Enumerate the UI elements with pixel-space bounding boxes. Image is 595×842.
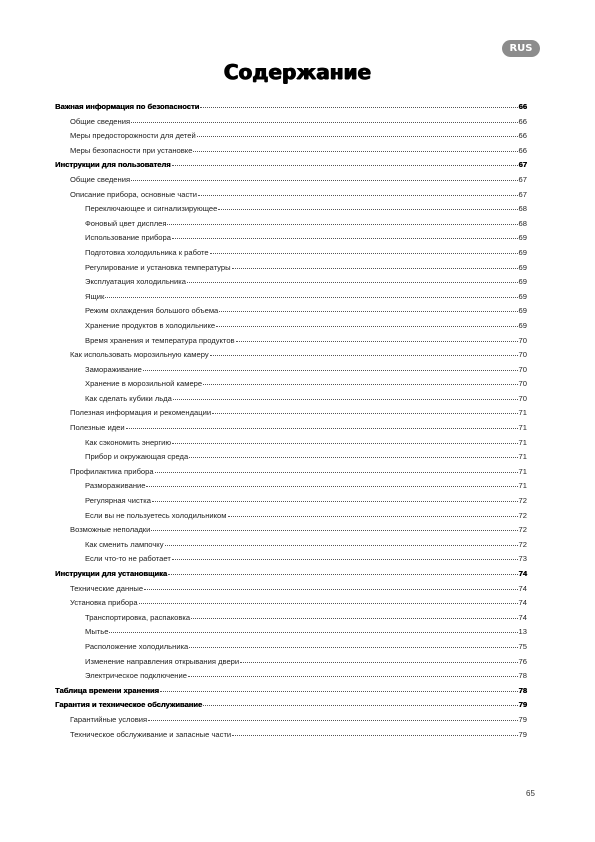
- toc-entry: [55, 231, 527, 246]
- toc-entry: [55, 552, 527, 567]
- toc-entry-page: 79: [518, 714, 527, 724]
- dot-leader: [126, 428, 518, 429]
- toc-entry-page: 79: [518, 700, 527, 710]
- toc-entry: [55, 684, 527, 699]
- dot-leader: [172, 165, 518, 166]
- toc-entry: [55, 217, 527, 232]
- dot-leader: [172, 443, 517, 444]
- toc-entry: [55, 421, 527, 436]
- dot-leader: [187, 282, 518, 283]
- toc-entry-page: 79: [518, 729, 527, 739]
- toc-entry-title: Профилактика прибора: [70, 466, 154, 476]
- toc-entry-title: Расположение холодильника: [85, 641, 189, 651]
- dot-leader: [198, 195, 518, 196]
- toc-entry-page: 66: [518, 102, 527, 111]
- toc-entry-page: 66: [518, 116, 527, 126]
- toc-entry-title: Регулирование и установка температуры: [85, 262, 231, 272]
- toc-entry-title: Как сэкономить энергию: [85, 437, 172, 447]
- toc-entry-page: 71: [518, 481, 527, 491]
- toc-entry-title: Таблица времени хранения: [55, 685, 159, 695]
- toc-entry-page: 74: [518, 583, 527, 593]
- dot-leader: [146, 486, 517, 487]
- toc-entry-title: Гарантия и техническое обслуживание: [55, 700, 203, 710]
- dot-leader: [189, 647, 517, 648]
- toc-entry-page: 68: [518, 204, 527, 214]
- toc-entry-title: Как сменить лампочку: [85, 539, 164, 549]
- toc-entry: [55, 188, 527, 203]
- dot-leader: [232, 268, 518, 269]
- toc-entry-page: 73: [518, 554, 527, 564]
- toc-entry-title: Эксплуатация холодильника: [85, 277, 186, 287]
- toc-entry-title: Электрическое подключение: [85, 671, 187, 681]
- toc-entry: [55, 202, 527, 217]
- dot-leader: [109, 632, 517, 633]
- toc-entry: [55, 246, 527, 261]
- toc-entry: [55, 479, 527, 494]
- dot-leader: [168, 574, 518, 575]
- toc-entry-page: 69: [518, 306, 527, 316]
- toc-entry-page: 67: [518, 189, 527, 199]
- toc-entry: [55, 596, 527, 611]
- toc-entry: [55, 465, 527, 480]
- toc-entry-page: 75: [518, 641, 527, 651]
- toc-entry-page: 70: [518, 350, 527, 360]
- toc-entry-title: Замораживание: [85, 364, 142, 374]
- toc-entry-title: Прибор и окружающая среда: [85, 452, 189, 462]
- toc-entry: [55, 713, 527, 728]
- dot-leader: [200, 107, 517, 108]
- toc-entry-title: Инструкции для установщика: [55, 569, 168, 578]
- toc-entry: [55, 406, 527, 421]
- dot-leader: [172, 238, 518, 239]
- dot-leader: [232, 735, 517, 736]
- toc-entry-page: 70: [518, 393, 527, 403]
- toc-entry-page: 72: [518, 510, 527, 520]
- toc-entry: [55, 436, 527, 451]
- toc-entry: [55, 538, 527, 553]
- toc-entry-title: Как использовать морозильную камеру: [70, 350, 209, 360]
- toc-entry: [55, 275, 527, 290]
- dot-leader: [152, 501, 518, 502]
- toc-entry: [55, 640, 527, 655]
- toc-entry: [55, 363, 527, 378]
- dot-leader: [210, 253, 518, 254]
- toc-entry: [55, 655, 527, 670]
- toc-entry-page: 76: [518, 656, 527, 666]
- toc-entry: [55, 494, 527, 509]
- toc-entry: [55, 523, 527, 538]
- toc-entry-page: 66: [518, 145, 527, 155]
- toc-entry-page: 69: [518, 320, 527, 330]
- dot-leader: [131, 122, 517, 123]
- toc-entry-page: 66: [518, 131, 527, 141]
- toc-entry-title: Как сделать кубики льда: [85, 393, 172, 403]
- toc-entry-page: 74: [518, 612, 527, 622]
- toc-entry-page: 72: [518, 525, 527, 535]
- toc-entry: [55, 669, 527, 684]
- toc-entry-page: 67: [518, 160, 527, 170]
- toc-entry-title: Общие сведения: [70, 174, 131, 184]
- toc-entry-title: Полезные идеи: [70, 423, 125, 433]
- dot-leader: [210, 355, 518, 356]
- toc-entry: [55, 509, 527, 524]
- toc-entry-title: Если вы не пользуетесь холодильником: [85, 510, 227, 520]
- toc-entry-title: Если что-то не работает: [85, 554, 171, 564]
- toc-entry: [55, 100, 527, 115]
- toc-entry-title: Хранение продуктов в холодильнике: [85, 320, 216, 330]
- dot-leader: [148, 720, 517, 721]
- toc-entry-page: 69: [518, 247, 527, 257]
- language-badge: RUS: [502, 40, 540, 57]
- toc-entry-page: 69: [518, 291, 527, 301]
- dot-leader: [218, 209, 517, 210]
- toc-entry: [55, 567, 527, 582]
- toc-entry-page: 70: [518, 379, 527, 389]
- toc-entry: [55, 392, 527, 407]
- toc-entry-page: 78: [518, 685, 527, 695]
- dot-leader: [216, 326, 517, 327]
- dot-leader: [191, 618, 517, 619]
- toc-entry-title: Инструкции для пользователя: [55, 160, 171, 170]
- dot-leader: [131, 180, 517, 181]
- toc-entry: [55, 611, 527, 626]
- dot-leader: [193, 151, 517, 152]
- dot-leader: [172, 559, 518, 560]
- dot-leader: [236, 341, 518, 342]
- toc-entry-title: Хранение в морозильной камере: [85, 379, 203, 389]
- toc-entry-title: Возможные неполадки: [70, 525, 151, 535]
- toc-entry-page: 74: [518, 598, 527, 608]
- toc-entry-page: 69: [518, 233, 527, 243]
- toc-entry: [55, 173, 527, 188]
- toc-entry-page: 69: [518, 262, 527, 272]
- toc-entry-title: Режим охлаждения большого объема: [85, 306, 219, 316]
- toc-entry: [55, 115, 527, 130]
- dot-leader: [173, 399, 518, 400]
- toc-entry-title: Мытье: [85, 627, 109, 637]
- dot-leader: [228, 516, 518, 517]
- dot-leader: [203, 384, 517, 385]
- dot-leader: [105, 297, 517, 298]
- dot-leader: [139, 603, 518, 604]
- toc-entry: [55, 158, 527, 173]
- toc-entry-page: 74: [518, 569, 527, 578]
- dot-leader: [197, 136, 518, 137]
- toc-entry-title: Подготовка холодильника к работе: [85, 247, 209, 257]
- toc-entry-title: Гарантийные условия: [70, 714, 148, 724]
- toc-entry-title: Общие сведения: [70, 116, 131, 126]
- toc-entry-page: 13: [518, 627, 527, 637]
- dot-leader: [212, 413, 517, 414]
- dot-leader: [219, 311, 517, 312]
- toc-entry-title: Меры предосторожности для детей: [70, 131, 196, 141]
- toc-entry-title: Ящик: [85, 291, 105, 301]
- toc-entry-title: Размораживание: [85, 481, 146, 491]
- toc-entry: [55, 450, 527, 465]
- dot-leader: [167, 224, 517, 225]
- dot-leader: [189, 457, 517, 458]
- toc-entry-title: Время хранения и температура продуктов: [85, 335, 235, 345]
- toc-entry-title: Технические данные: [70, 583, 144, 593]
- dot-leader: [143, 370, 518, 371]
- toc-entry: [55, 261, 527, 276]
- toc-entry-page: 71: [518, 437, 527, 447]
- toc-entry-page: 67: [518, 174, 527, 184]
- toc-entry: [55, 728, 527, 743]
- toc-entry-title: Меры безопасности при установке: [70, 145, 193, 155]
- dot-leader: [240, 662, 517, 663]
- toc-entry: [55, 582, 527, 597]
- toc-entry: [55, 698, 527, 713]
- toc-entry-title: Установка прибора: [70, 598, 138, 608]
- toc-entry-title: Полезная информация и рекомендации: [70, 408, 212, 418]
- dot-leader: [203, 705, 517, 706]
- toc-entry-title: Изменение направления открывания двери: [85, 656, 240, 666]
- toc-entry-page: 78: [518, 671, 527, 681]
- dot-leader: [160, 691, 518, 692]
- toc-entry-title: Использование прибора: [85, 233, 171, 243]
- toc-entry: [55, 319, 527, 334]
- toc-entry: [55, 290, 527, 305]
- toc-entry-page: 72: [518, 539, 527, 549]
- toc-entry-title: Описание прибора, основные части: [70, 189, 198, 199]
- toc-entry: [55, 129, 527, 144]
- page-number: 65: [526, 789, 535, 798]
- toc-entry-page: 71: [518, 423, 527, 433]
- toc-entry: [55, 144, 527, 159]
- toc-entry: [55, 625, 527, 640]
- toc-entry-page: 70: [518, 335, 527, 345]
- toc-entry-page: 71: [518, 452, 527, 462]
- page-title: Содержание: [223, 60, 372, 84]
- toc-entry: [55, 304, 527, 319]
- toc-entry-page: 70: [518, 364, 527, 374]
- toc-entry-page: 71: [518, 408, 527, 418]
- toc-entry-title: Техническое обслуживание и запасные части: [70, 729, 232, 739]
- toc-entry-title: Регулярная чистка: [85, 496, 151, 506]
- toc-entry-title: Фоновый цвет дисплея: [85, 218, 167, 228]
- toc-entry: [55, 377, 527, 392]
- toc-entry-page: 71: [518, 466, 527, 476]
- toc-entry-page: 68: [518, 218, 527, 228]
- table-of-contents: [55, 100, 527, 742]
- toc-entry-title: Важная информация по безопасности: [55, 102, 200, 111]
- dot-leader: [151, 530, 517, 531]
- dot-leader: [165, 545, 518, 546]
- toc-entry-page: 72: [518, 496, 527, 506]
- dot-leader: [144, 589, 517, 590]
- toc-entry-page: 69: [518, 277, 527, 287]
- toc-entry-title: Транспортировка, распаковка: [85, 612, 191, 622]
- dot-leader: [188, 676, 518, 677]
- toc-entry: [55, 348, 527, 363]
- toc-entry: [55, 334, 527, 349]
- dot-leader: [155, 472, 518, 473]
- toc-entry-title: Переключающее и сигнализирующее: [85, 204, 218, 214]
